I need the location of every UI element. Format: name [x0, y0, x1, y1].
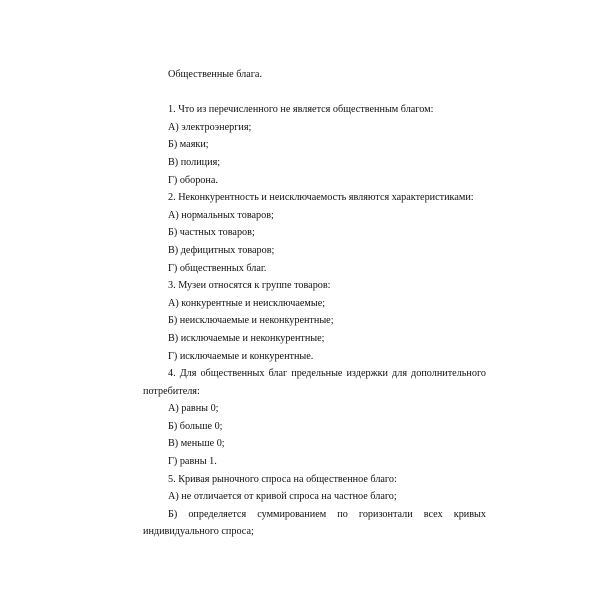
option-2b: Б) частных товаров; — [168, 227, 255, 239]
option-4d: Г) равны 1. — [168, 456, 217, 468]
document-page — [143, 66, 486, 541]
option-2c: В) дефицитных товаров; — [168, 244, 275, 256]
question-2: 2. Неконкурентность и неисключаемость являются характеристиками: — [168, 192, 474, 204]
option-5b-line2: индивидуального спроса; — [143, 526, 254, 538]
option-1b: Б) маяки; — [168, 139, 209, 151]
question-4-line2: потребителя: — [143, 385, 200, 397]
option-4b: Б) больше 0; — [168, 420, 223, 432]
option-3b: Б) неисключаемые и неконкурентные; — [168, 315, 334, 327]
question-4-line1: 4. Для общественных благ предельные издержки для дополнительного — [168, 368, 486, 380]
option-3c: В) исключаемые и неконкурентные; — [168, 332, 325, 344]
option-3d: Г) исключаемые и конкурентные. — [168, 350, 314, 362]
option-5b-line1: Б) определяется суммированием по горизонтали всех кривых — [168, 508, 486, 520]
question-5: 5. Кривая рыночного спроса на общественное благо: — [168, 473, 397, 485]
document-title: Общественные блага. — [168, 69, 263, 80]
option-4c: В) меньше 0; — [168, 438, 225, 450]
option-1d: Г) оборона. — [168, 174, 218, 186]
option-3a: А) конкурентные и неисключаемые; — [168, 297, 326, 309]
question-1: 1. Что из перечисленного не является общественным благом: — [168, 104, 434, 116]
option-2a: А) нормальных товаров; — [168, 209, 274, 221]
option-4a: А) равны 0; — [168, 403, 219, 415]
question-3: 3. Музеи относятся к группе товаров: — [168, 280, 331, 292]
option-1c: В) полиция; — [168, 156, 221, 168]
option-5a: А) не отличается от кривой спроса на частное благо; — [168, 491, 397, 503]
option-1a: А) электроэнергия; — [168, 121, 252, 133]
option-2d: Г) общественных благ. — [168, 262, 267, 274]
